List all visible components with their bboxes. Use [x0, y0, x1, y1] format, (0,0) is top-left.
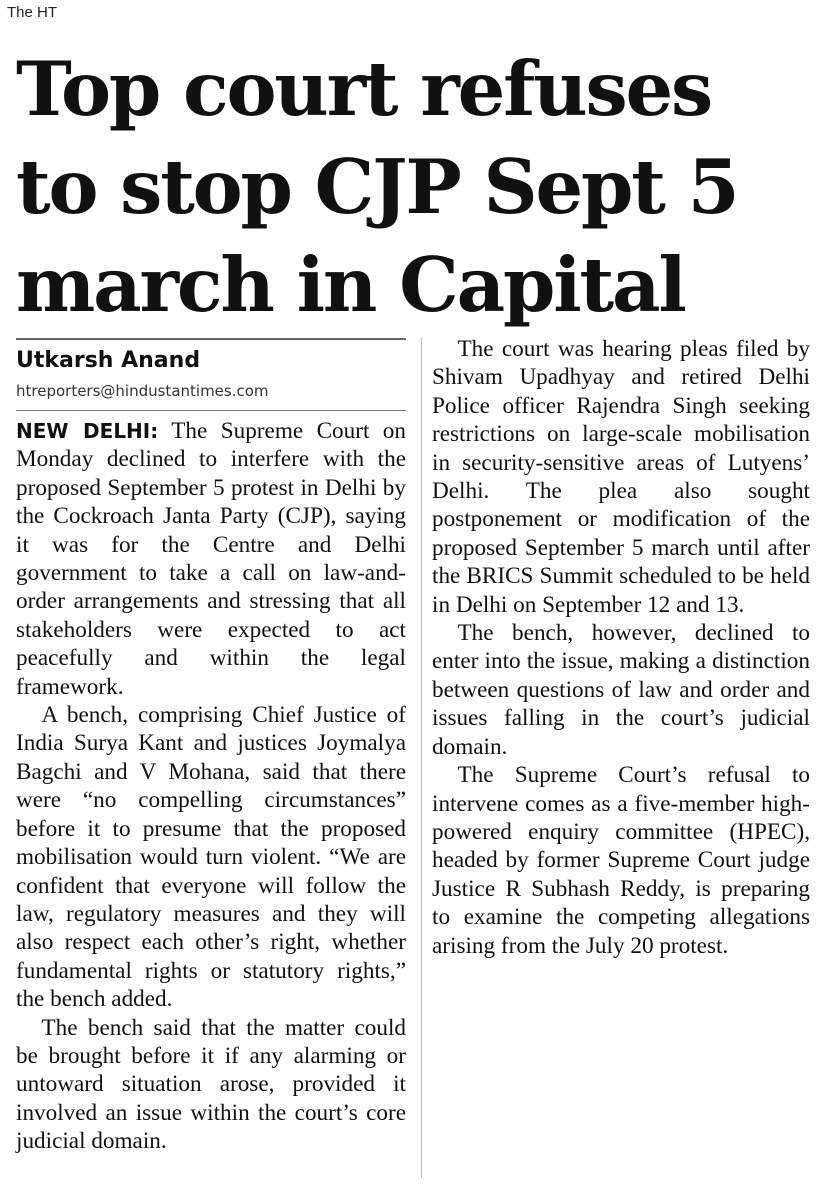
article-paragraph: The court was hearing pleas filed by Shivam Upadhyay and retired Delhi Police officer Rajendra Singh seeking restrictions on large-scale mobilisation in security-sensitive areas of Lutyens’ Delhi. The plea also sought postponement or modification of the proposed September 5 march until after the BRICS Summit scheduled to be held in Delhi on September 12 and 13.: [432, 336, 810, 618]
paragraph-text: The Supreme Court on Monday declined to interfere with the proposed September 5 protest in Delhi by the Cockroach Janta Party (CJP), saying it was for the Centre and Delhi government to take a call on law-and-order arrangements and stressing that all stakeholders were expected to act peacefully and within the legal framework.: [16, 418, 406, 700]
article-paragraph: A bench, comprising Chief Justice of India Surya Kant and justices Joymalya Bagchi and V Mohana, said that there were “no compelling circumstances” before it to presume that the proposed mobilisation would turn violent. “We are confident that everyone will follow the law, regulatory measures and they will also respect each other’s right, whether fundamental rights or statutory rights,” the bench added.: [16, 702, 406, 1013]
column-divider: [421, 338, 422, 1178]
dateline: NEW DELHI:: [16, 419, 159, 443]
headline-line: march in Capital: [16, 241, 685, 329]
headline-line: to stop CJP Sept 5: [16, 143, 738, 231]
headline-line: Top court refuses: [16, 45, 712, 133]
publication-source: The HT: [7, 4, 58, 21]
article-column-right: [432, 335, 810, 960]
article-paragraph: [16, 417, 406, 701]
article-column-left: [16, 338, 406, 1156]
headline: [16, 40, 811, 334]
byline-name: Utkarsh Anand: [16, 348, 201, 373]
byline-rule: [16, 338, 406, 340]
article-paragraph: The bench said that the matter could be brought before it if any alarming or untoward situation arose, provided it involved an issue within the court’s core judicial domain.: [16, 1014, 406, 1155]
article-paragraph: The bench, however, declined to enter into the issue, making a distinction between questions of law and order and issues falling in the court’s judicial domain.: [432, 620, 810, 760]
byline-email: htreporters@hindustantimes.com: [16, 376, 406, 411]
article-paragraph: The Supreme Court’s refusal to intervene comes as a five-member high-powered enquiry committee (HPEC), headed by former Supreme Court judge Justice R Subhash Reddy, is preparing to examine the competing allegations arising from the July 20 protest.: [432, 762, 810, 959]
